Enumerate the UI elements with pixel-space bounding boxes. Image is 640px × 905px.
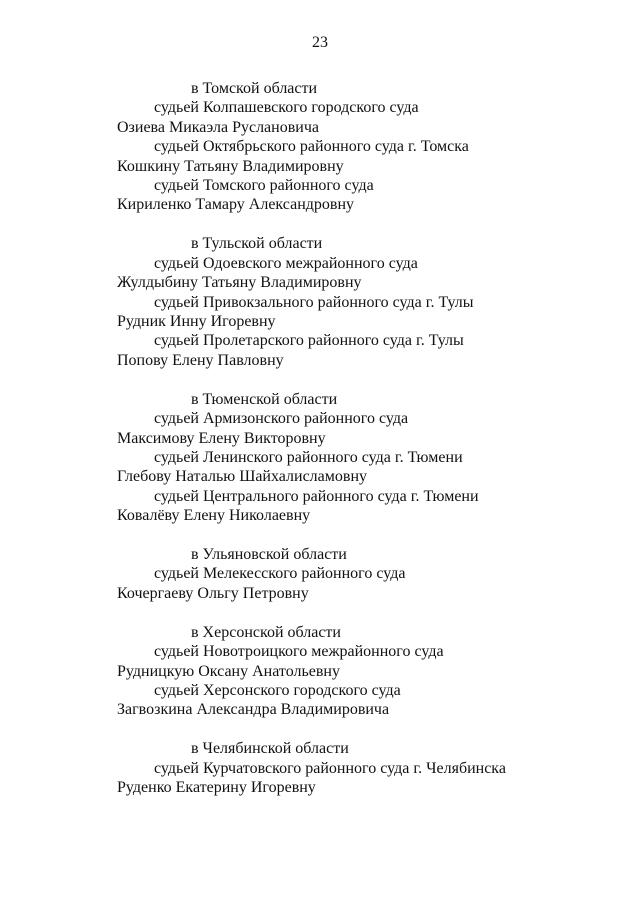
court-line: судьей Ленинского районного суда г. Тюмени bbox=[154, 448, 463, 466]
appointee-name: Жулдыбину Татьяну Владимировну bbox=[117, 274, 362, 292]
appointee-name: Кочергаеву Ольгу Петровну bbox=[117, 584, 309, 602]
appointee-name: Загвозкина Александра Владимировича bbox=[117, 701, 390, 719]
appointee-name: Рудницкую Оксану Анатольевну bbox=[117, 662, 340, 680]
court-line: судьей Новотроицкого межрайонного суда bbox=[154, 643, 444, 661]
region-heading: в Херсонской области bbox=[191, 623, 341, 641]
appointee-name: Озиева Микаэла Руслановича bbox=[117, 118, 319, 136]
court-line: судьей Херсонского городского суда bbox=[154, 681, 401, 699]
region-section bbox=[117, 79, 617, 215]
region-section bbox=[117, 739, 617, 797]
region-heading: в Челябинской области bbox=[191, 740, 349, 758]
appointee-name: Руденко Екатерину Игоревну bbox=[117, 779, 316, 797]
court-line: судьей Привокзального районного суда г. Тулы bbox=[154, 293, 474, 311]
court-line: судьей Одоевского межрайонного суда bbox=[154, 254, 418, 272]
document-body bbox=[117, 79, 617, 817]
court-line: судьей Октябрьского районного суда г. Томска bbox=[154, 138, 469, 156]
region-section bbox=[117, 545, 617, 603]
court-line: судьей Мелекесского районного суда bbox=[154, 565, 406, 583]
region-section bbox=[117, 390, 617, 526]
appointee-name: Глебову Наталью Шайхалисламовну bbox=[117, 468, 367, 486]
region-heading: в Ульяновской области bbox=[191, 546, 347, 564]
region-heading: в Тюменской области bbox=[191, 390, 338, 408]
appointee-name: Рудник Инну Игоревну bbox=[117, 312, 276, 330]
court-line: судьей Центрального районного суда г. Тюмени bbox=[154, 487, 479, 505]
appointee-name: Попову Елену Павловну bbox=[117, 351, 284, 369]
region-section bbox=[117, 623, 617, 720]
appointee-name: Ковалёву Елену Николаевну bbox=[117, 507, 311, 525]
appointee-name: Максимову Елену Викторовну bbox=[117, 429, 326, 447]
court-line: судьей Пролетарского районного суда г. Тулы bbox=[154, 332, 464, 350]
court-line: судьей Колпашевского городского суда bbox=[154, 99, 419, 117]
court-line: судьей Томского районного суда bbox=[154, 177, 374, 195]
region-heading: в Томской области bbox=[191, 80, 318, 97]
appointee-name: Кошкину Татьяну Владимировну bbox=[117, 157, 344, 175]
appointee-name: Кириленко Тамару Александровну bbox=[117, 196, 355, 214]
court-line: судьей Армизонского районного суда bbox=[154, 410, 409, 428]
region-section bbox=[117, 234, 617, 370]
page-number: 23 bbox=[312, 34, 328, 51]
region-heading: в Тульской области bbox=[191, 235, 323, 253]
court-line: судьей Курчатовского районного суда г. Челябинска bbox=[154, 759, 506, 777]
